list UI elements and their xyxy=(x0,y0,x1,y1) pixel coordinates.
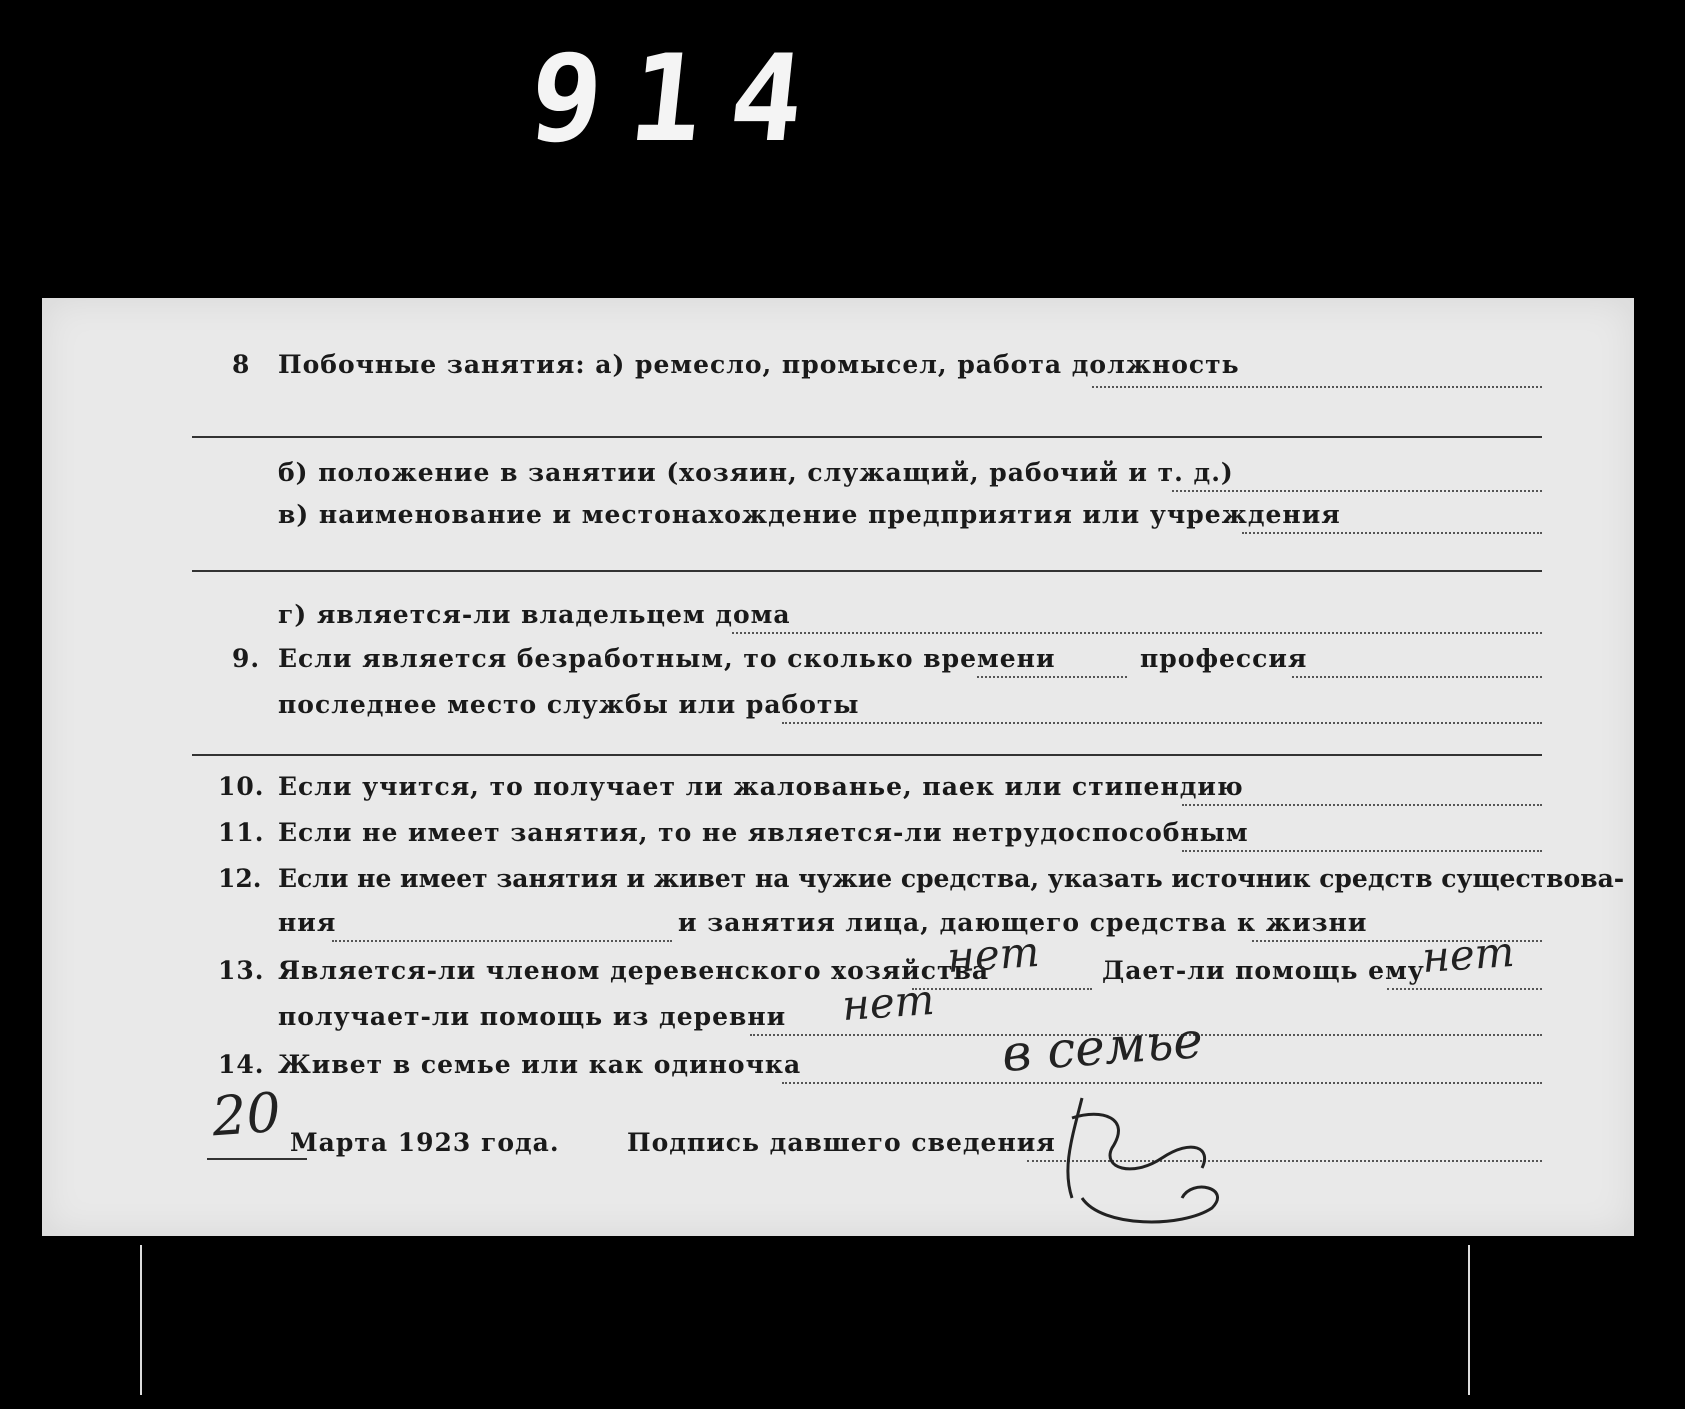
q13-text-2: Дает-ли помощь ему xyxy=(1102,956,1425,985)
q9-rule xyxy=(192,754,1542,756)
q9-line-1 xyxy=(232,644,1055,673)
q12-line-2 xyxy=(278,908,336,937)
q9-text-3: последнее место службы или работы xyxy=(278,690,860,719)
footer-day-rule xyxy=(207,1158,307,1160)
q13-line-1b xyxy=(1102,956,1425,985)
q9-text-2: профессия xyxy=(1140,644,1308,673)
footer-date-text: Марта 1923 года. xyxy=(290,1128,560,1157)
q9-line-2 xyxy=(278,690,859,719)
q8-line-g xyxy=(278,600,791,629)
film-edge-right xyxy=(1468,1245,1470,1395)
q14-answer: в семье xyxy=(1000,1011,1205,1083)
film-edge-left xyxy=(140,1245,142,1395)
q8-v-fill[interactable] xyxy=(1242,532,1542,534)
q8-number: 8 xyxy=(232,350,251,379)
q8-line-v xyxy=(278,500,1341,529)
q13-help-fill[interactable] xyxy=(1387,988,1542,990)
q9-text-1: Если является безработным, то сколько времени xyxy=(278,644,1056,673)
footer-signature-label: Подпись давшего сведения xyxy=(627,1128,1056,1157)
q12-source-fill[interactable] xyxy=(332,940,672,942)
q14-number: 14. xyxy=(218,1050,265,1079)
q13-help-answer: нет xyxy=(1420,926,1516,983)
q11-line xyxy=(218,818,1249,847)
q13-member-answer: нет xyxy=(945,926,1041,983)
q10-text: Если учится, то получает ли жалованье, паек или стипендию xyxy=(278,772,1244,801)
q8-line-b xyxy=(278,458,1234,487)
q8-v-text: в) наименование и местонахождение предприятия или учреждения xyxy=(278,500,1341,529)
q13-text-1: Является-ли членом деревенского хозяйства xyxy=(278,956,990,985)
q8-g-fill[interactable] xyxy=(732,632,1542,634)
form-card xyxy=(42,298,1634,1236)
q11-fill[interactable] xyxy=(1182,850,1542,852)
q12-number: 12. xyxy=(218,864,262,893)
q11-number: 11. xyxy=(218,818,265,847)
q8-line-a xyxy=(232,350,1240,379)
q11-text: Если не имеет занятия, то не является-ли нетрудоспособным xyxy=(278,818,1249,847)
q8-a-rule xyxy=(192,436,1542,438)
q9-time-fill[interactable] xyxy=(977,676,1127,678)
frame-number: 914 xyxy=(522,30,839,169)
q9-line-1b xyxy=(1140,644,1307,673)
q12-text-2: ния xyxy=(278,908,337,937)
q10-number: 10. xyxy=(218,772,265,801)
q9-lastplace-fill[interactable] xyxy=(782,722,1542,724)
q13-member-fill[interactable] xyxy=(912,988,1092,990)
q8-a-text: Побочные занятия: а) ремесло, промысел, работа должность xyxy=(278,350,1240,379)
q13-text-3: получает-ли помощь из деревни xyxy=(278,1002,787,1031)
q13-line-2 xyxy=(278,1002,786,1031)
q13-number: 13. xyxy=(218,956,265,985)
footer-date xyxy=(290,1128,560,1157)
q8-v-rule xyxy=(192,570,1542,572)
q14-line xyxy=(218,1050,801,1079)
q9-number: 9. xyxy=(232,644,261,673)
q14-text: Живет в семье или как одиночка xyxy=(278,1050,802,1079)
q12-line-1 xyxy=(218,864,1624,893)
signature-mark xyxy=(1042,1078,1282,1238)
q8-g-text: г) является-ли владельцем дома xyxy=(278,600,791,629)
q8-b-fill[interactable] xyxy=(1172,490,1542,492)
q12-text-3: и занятия лица, дающего средства к жизни xyxy=(678,908,1368,937)
q12-text-1: Если не имеет занятия и живет на чужие средства, указать источник средств существова- xyxy=(278,864,1625,893)
q10-line xyxy=(218,772,1244,801)
footer-signature-label-line xyxy=(627,1128,1056,1157)
footer-day: 20 xyxy=(209,1080,283,1149)
q8-b-text: б) положение в занятии (хозяин, служащий, рабочий и т. д.) xyxy=(278,458,1234,487)
q10-fill[interactable] xyxy=(1182,804,1542,806)
q13-receive-answer: нет xyxy=(840,974,936,1031)
q8-a-fill[interactable] xyxy=(1092,386,1542,388)
q9-profession-fill[interactable] xyxy=(1292,676,1542,678)
